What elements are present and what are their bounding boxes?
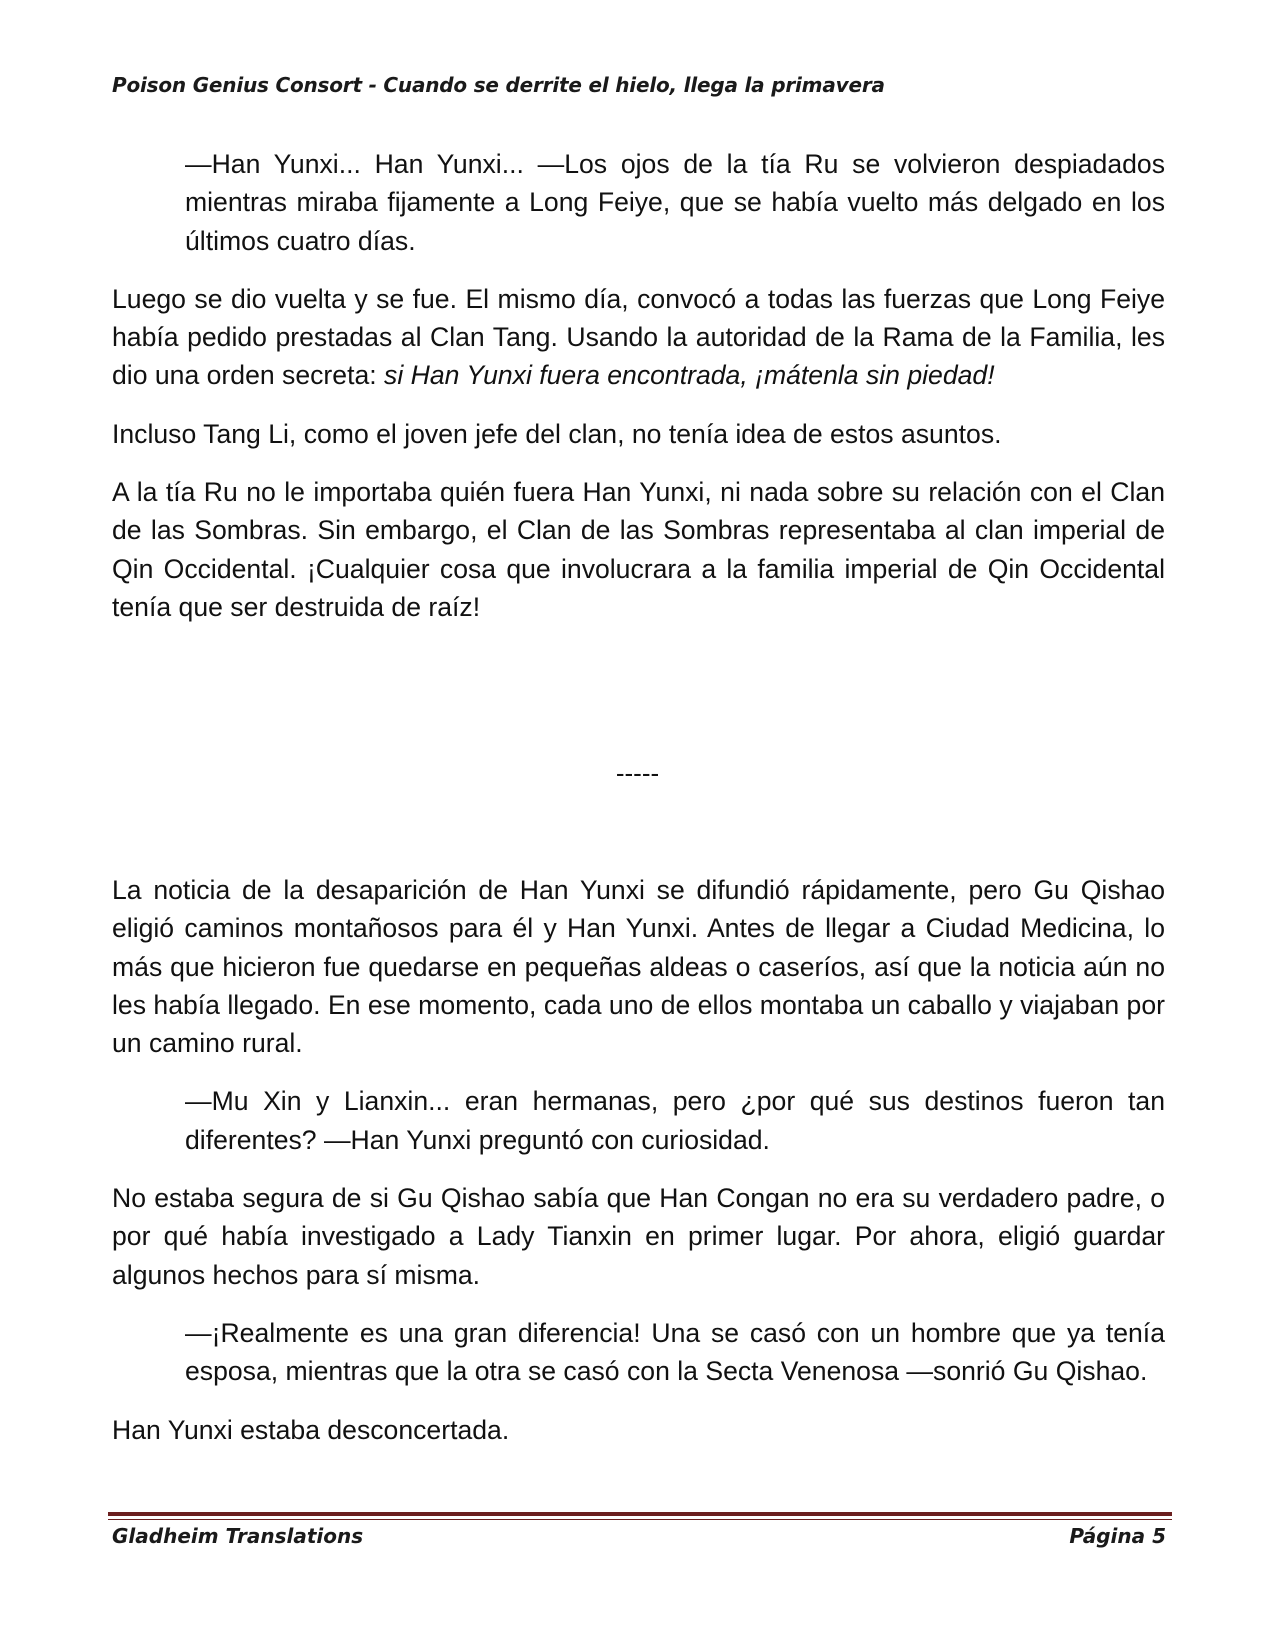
footer-rule-thin xyxy=(108,1519,1172,1520)
paragraph: Han Yunxi estaba desconcertada. xyxy=(112,1414,510,1445)
paragraph: A la tía Ru no le importaba quién fuera Han Yunxi, ni nada sobre su relación con el Clan de las Sombras. Sin embargo, el Clan de las Sombras representaba al clan imperial de Qin Occidental. ¡Cualquier cosa que involucrara a la familia imperial de Qin Occidental tenía que ser destruida de raíz! xyxy=(112,477,1165,622)
scene-separator: ----- xyxy=(615,758,660,788)
dialogue-paragraph: —Han Yunxi... Han Yunxi... —Los ojos de la tía Ru se volvieron despiadados mientras miraba fijamente a Long Feiye, que se había vuelto más delgado en los últimos cuatro días. xyxy=(185,149,1165,256)
footer-rule xyxy=(108,1512,1172,1516)
dialogue-paragraph: —Mu Xin y Lianxin... eran hermanas, pero ¿por qué sus destinos fueron tan diferentes? —Han Yunxi preguntó con curiosidad. xyxy=(185,1086,1165,1155)
body-text-top xyxy=(112,145,1165,626)
paragraph: La noticia de la desaparición de Han Yunxi se difundió rápidamente, pero Gu Qishao eligió caminos montañosos para él y Han Yunxi. Antes de llegar a Ciudad Medicina, lo más que hicieron fue quedarse en pequeñas aldeas o caseríos, así que la noticia aún no les había llegado. En ese momento, cada uno de ellos montaba un caballo y viajaban por un camino rural. xyxy=(112,875,1165,1059)
dialogue-paragraph: —¡Realmente es una gran diferencia! Una se casó con un hombre que ya tenía esposa, mientras que la otra se casó con la Secta Venenosa —sonrió Gu Qishao. xyxy=(185,1317,1165,1387)
page-header: Poison Genius Consort - Cuando se derrite el hielo, llega la primavera xyxy=(112,73,885,97)
paragraph: Incluso Tang Li, como el joven jefe del clan, no tenía idea de estos asuntos. xyxy=(112,418,1002,449)
paragraph-text: Luego se dio vuelta y se fue. El mismo día, convocó a todas las fuerzas que Long Feiye había pedido prestadas al Clan Tang. Usando la autoridad de la Rama de la Familia, les dio una orden secreta: xyxy=(112,283,1165,391)
paragraph: No estaba segura de si Gu Qishao sabía que Han Congan no era su verdadero padre, o por qué había investigado a Lady Tianxin en primer lugar. Por ahora, eligió guardar algunos hechos para sí misma. xyxy=(112,1183,1165,1290)
body-text-bottom xyxy=(112,871,1165,1449)
paragraph xyxy=(112,280,1165,395)
italic-order-text: si Han Yunxi fuera encontrada, ¡mátenla sin piedad! xyxy=(384,360,995,391)
footer-publisher: Gladheim Translations xyxy=(112,1524,364,1548)
page-number: Página 5 xyxy=(1069,1524,1166,1548)
